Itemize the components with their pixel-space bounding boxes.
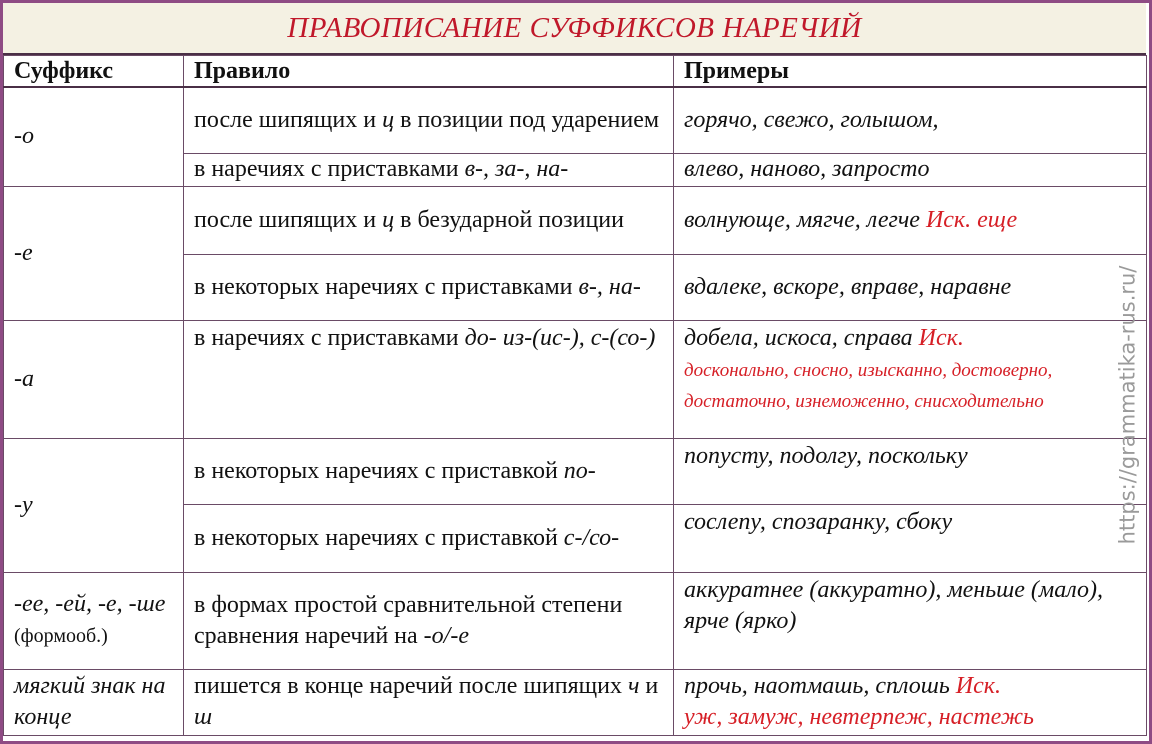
table-header-row xyxy=(4,56,1147,88)
examples-cell: попусту, подолгу, поскольку xyxy=(674,438,1147,504)
suffix-cell: -у xyxy=(4,438,184,572)
table-row xyxy=(4,87,1147,153)
suffix-cell: -а xyxy=(4,320,184,438)
exception-label: Иск. еще xyxy=(925,206,1018,233)
examples-cell: сослепу, спозаранку, сбоку xyxy=(674,504,1147,572)
exception-list: досконально, сносно, изысканно, достоверно, достаточно, изнеможенно, снисходительно xyxy=(684,359,1053,412)
rule-cell: в наречиях с приставками в-, за-, на- xyxy=(184,153,674,186)
examples-cell: вдалеке, вскоре, вправе, наравне xyxy=(674,254,1147,320)
table-row xyxy=(4,320,1147,438)
examples-cell: влево, наново, запросто xyxy=(674,153,1147,186)
rule-cell: пишется в конце наречий после шипящих ч и ш xyxy=(184,669,674,735)
examples-cell: горячо, свежо, голышом, xyxy=(674,87,1147,153)
exception-label: Иск. xyxy=(955,673,1002,699)
exception-label: Иск. xyxy=(918,324,964,351)
examples-cell: волнующе, мягче, легче Иск. еще xyxy=(674,186,1147,254)
suffix-cell: -е xyxy=(4,186,184,320)
rule-cell: после шипящих и ц в безударной позиции xyxy=(184,186,674,254)
table-row xyxy=(4,186,1147,254)
rule-cell: в формах простой сравнительной степени сравнения наречий на -о/-е xyxy=(184,572,674,669)
page-title xyxy=(3,3,1146,55)
watermark-text: https://grammatika-rus.ru/ xyxy=(1115,265,1139,545)
table-row xyxy=(4,438,1147,504)
exception-list: уж, замуж, невтерпеж, настежь xyxy=(684,704,1034,730)
examples-cell: добела, искоса, справа Иск. досконально, сносно, изысканно, достоверно, достаточно, изнеможенно, снисходительно xyxy=(674,320,1147,438)
suffix-cell: -ее, -ей, -е, -ше (формооб.) xyxy=(4,572,184,669)
rule-cell: в некоторых наречиях с приставками в-, на- xyxy=(184,254,674,320)
rules-table xyxy=(3,55,1147,736)
examples-cell: прочь, наотмашь, сплошь Иск. уж, замуж, невтерпеж, настежь xyxy=(674,669,1147,735)
table-row xyxy=(4,572,1147,669)
table-row xyxy=(4,669,1147,735)
rule-cell: в некоторых наречиях с приставкой по- xyxy=(184,438,674,504)
title-text: ПРАВОПИСАНИЕ СУФФИКСОВ НАРЕЧИЙ xyxy=(287,11,862,44)
suffix-cell: мягкий знак на конце xyxy=(4,669,184,735)
watermark xyxy=(1110,265,1144,545)
rule-cell: в наречиях с приставками до- из-(ис-), с-(со-) xyxy=(184,320,674,438)
header-examples: Примеры xyxy=(674,56,1147,88)
examples-cell: аккуратнее (аккуратно), меньше (мало), ярче (ярко) xyxy=(674,572,1147,669)
suffix-cell: -о xyxy=(4,87,184,186)
suffix-note: (формооб.) xyxy=(14,625,108,647)
rule-cell: в некоторых наречиях с приставкой с-/со- xyxy=(184,504,674,572)
header-rule: Правило xyxy=(184,56,674,88)
rule-cell: после шипящих и ц в позиции под ударением xyxy=(184,87,674,153)
header-suffix: Суффикс xyxy=(4,56,184,88)
